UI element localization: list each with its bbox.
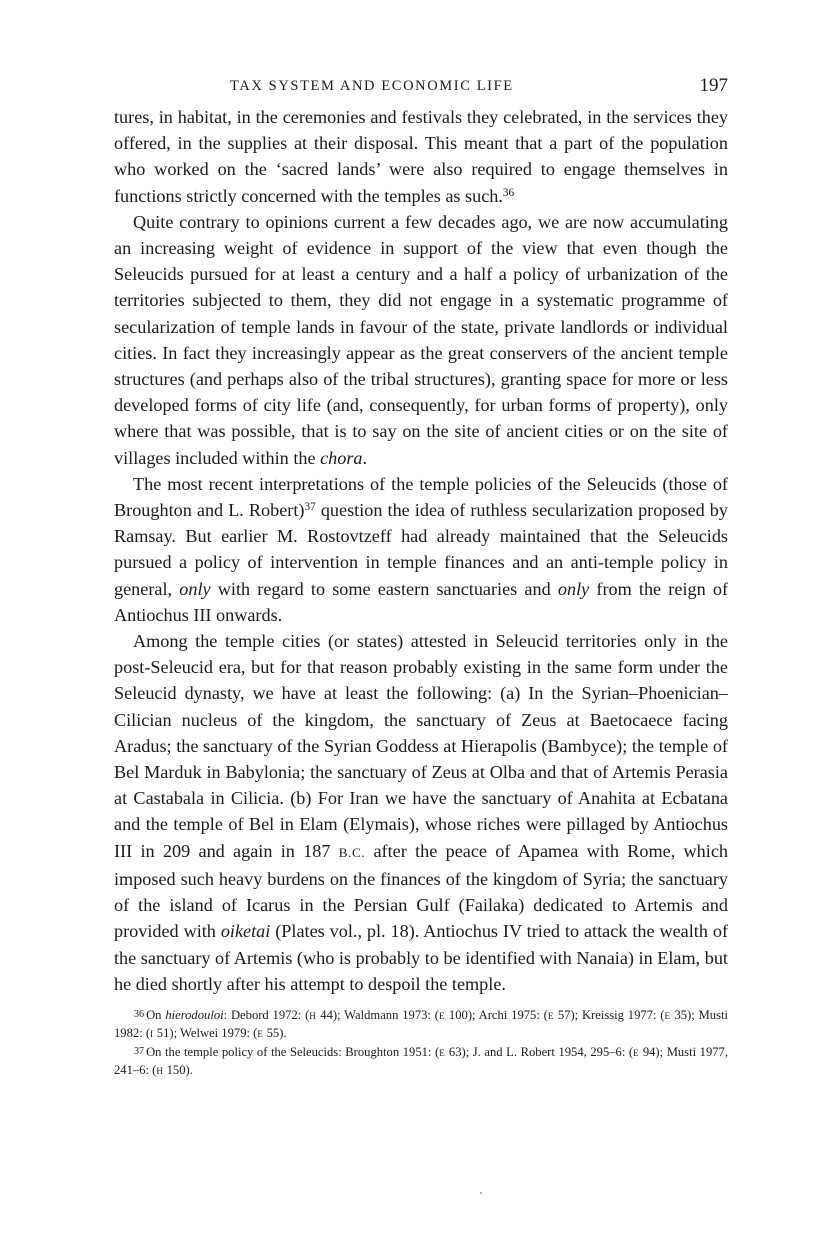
footnotes xyxy=(114,1007,728,1081)
bibliography-section: E xyxy=(664,1010,671,1021)
text-run: Quite contrary to opinions current a few decades ago, we are now accumulating an increasing weight of evidence in support of the view that even though the Seleucids pursued for at least a century and a half a policy of urbanization of the territories subjected to them, they did not engage in a systematic programme of secularization of temple lands in favour of the state, private landlords or individual cities. In fact they increasingly appear as the great conservers of the ancient temple structures (and perhaps also of the tribal structures), granting space for more or less developed forms of city life (and, consequently, for urban forms of property), only where that was possible, that is to say on the site of ancient cities or on the site of villages included within the xyxy=(114,211,728,468)
paper-speck xyxy=(480,1192,482,1194)
footnote-ref-36: 36 xyxy=(502,186,515,199)
text-run: after the peace of Apamea with Rome, which imposed such heavy burdens on the finances of the kingdom of Syria; the sanctuary of the island of Icarus in the Persian Gulf (Failaka) dedicated to Artemis and provided with xyxy=(114,840,728,942)
bibliography-section: E xyxy=(438,1010,446,1021)
text-run: 35); Musti 1982: ( xyxy=(114,1007,728,1041)
paragraph-4 xyxy=(114,628,728,997)
bibliography-section: H xyxy=(156,1066,164,1077)
text-run: On the temple policy of the Seleucids: Broughton 1951: ( xyxy=(146,1044,440,1059)
bibliography-section: E xyxy=(547,1010,555,1021)
italic-term: hierodouloi xyxy=(165,1007,224,1022)
bibliography-section: E xyxy=(439,1047,446,1058)
bibliography-section: E xyxy=(257,1029,264,1040)
italic-term: oiketai xyxy=(220,921,271,942)
running-title: TAX SYSTEM AND ECONOMIC LIFE xyxy=(230,78,514,94)
paragraph-1 xyxy=(114,104,728,209)
text-run: The most recent interpretations of the temple policies of the Seleucids (those of Broughton and L. Robert) xyxy=(114,473,728,521)
text-run: 44); Waldmann 1973: ( xyxy=(316,1007,439,1022)
bibliography-section: H xyxy=(309,1010,317,1021)
body-text xyxy=(114,104,728,997)
text-run: . xyxy=(362,447,368,468)
footnote-36 xyxy=(114,1007,728,1044)
italic-emphasis: only xyxy=(557,578,590,599)
text-run: with regard to some eastern sanctuaries and xyxy=(210,578,558,599)
page-number: 197 xyxy=(699,75,728,96)
footnote-number: 36 xyxy=(134,1008,145,1020)
bibliography-section: E xyxy=(633,1047,640,1058)
text-run: : Debord 1972: ( xyxy=(223,1007,310,1022)
book-page xyxy=(114,70,728,1081)
paragraph-2 xyxy=(114,209,728,471)
text-run: On xyxy=(146,1007,166,1022)
text-run: from the reign of Antiochus III onwards. xyxy=(114,578,729,625)
text-run: 94); Musti 1977, 241–6: ( xyxy=(114,1044,728,1078)
text-run: 100); Archi 1975: ( xyxy=(445,1007,548,1022)
text-run: Among the temple cities (or states) attested in Seleucid territories only in the post-Seleucid era, but for that reason probably existing in the same form under the Seleucid dynasty, we have at least the following: (a) In the Syrian–Phoenician–Cilician nucleus of the kingdom, the sanctuary of Zeus at Baetocaece facing Aradus; the sanctuary of the Syrian Goddess at Hierapolis (Bambyce); the temple of Bel Marduk in Babylonia; the sanctuary of Zeus at Olba and that of Artemis Perasia at Castabala in Cilicia. (b) For Iran we have the sanctuary of Anahita at Ecbatana and the temple of Bel in Elam (Elymais), whose riches were pillaged by Antiochus III in 209 and again in 187 xyxy=(114,631,728,861)
footnote-37 xyxy=(114,1044,728,1081)
text-run: 51); Welwei 1979: ( xyxy=(153,1026,258,1041)
text-run: 57); Kreissig 1977: ( xyxy=(554,1007,665,1022)
italic-emphasis: only xyxy=(179,578,211,599)
paragraph-3 xyxy=(114,471,728,628)
text-run: 150). xyxy=(163,1063,193,1078)
text-run: question the idea of ruthless secularization proposed by Ramsay. But earlier M. Rostovtzeff had already maintained that the Seleucids pursued a policy of intervention in temple finances and an anti-temple policy in general, xyxy=(114,500,728,599)
text-run: (Plates vol., pl. 18). Antiochus IV tried to attack the wealth of the sanctuary of Artemis (who is probably to be identified with Nanaia) in Elam, but he died shortly after his attempt to despoil the temple. xyxy=(114,921,728,994)
text-run: 55). xyxy=(263,1026,287,1041)
bibliography-section: I xyxy=(150,1029,154,1040)
italic-term: chora xyxy=(320,447,363,468)
small-caps-era: B.C. xyxy=(338,844,366,860)
running-header xyxy=(114,70,728,104)
footnote-number: 37 xyxy=(134,1045,145,1057)
text-run: 63); J. and L. Robert 1954, 295–6: ( xyxy=(445,1044,634,1059)
footnote-ref-37: 37 xyxy=(304,500,316,513)
text-run: tures, in habitat, in the ceremonies and festivals they celebrated, in the services they offered, in the supplies at their disposal. This meant that a part of the population who worked on the ‘sacred lands’ were also required to engage themselves in functions strictly concerned with the temples as such. xyxy=(114,107,728,206)
